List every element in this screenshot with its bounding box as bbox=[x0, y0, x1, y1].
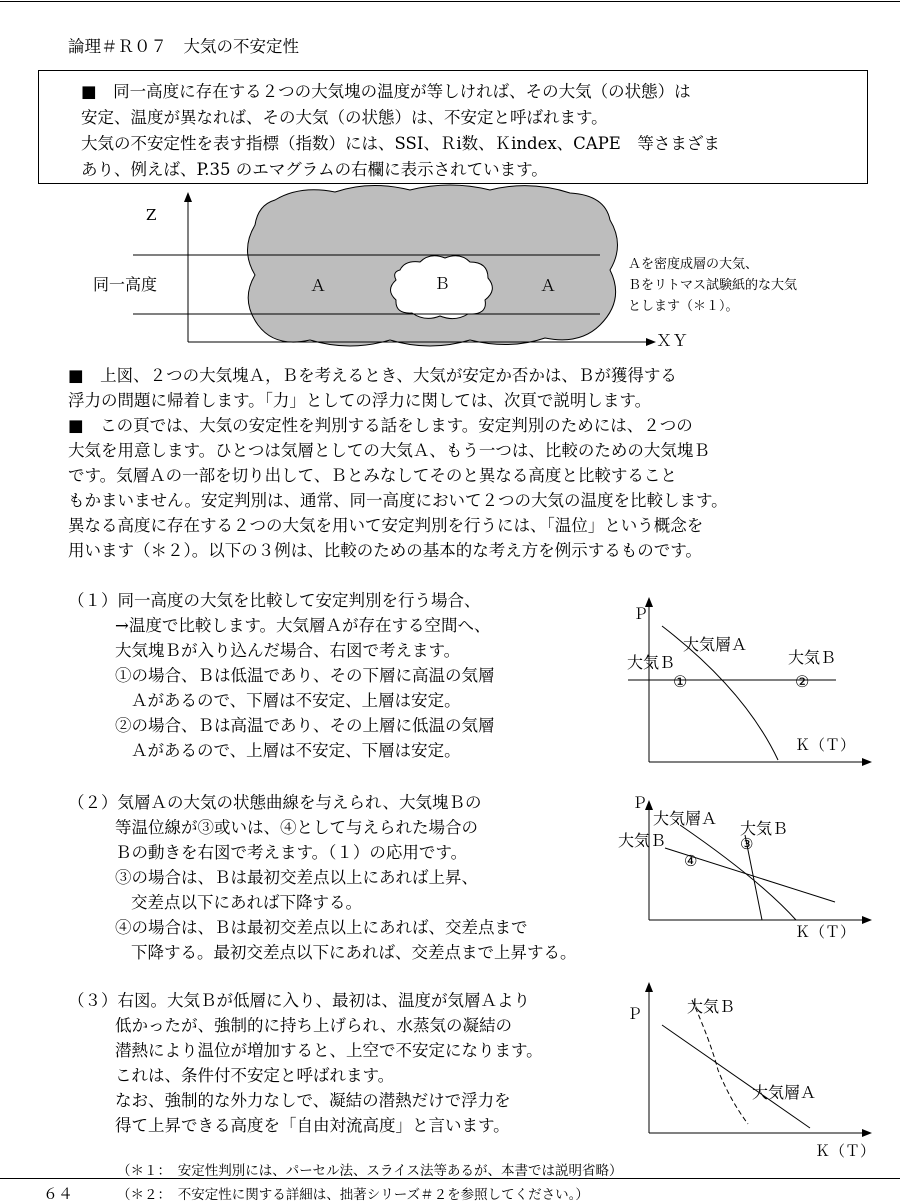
section1-line-1: （１）同一高度の大気を比較して安定判別を行う場合、 bbox=[68, 591, 481, 610]
section2-line-5: 交差点以下にあれば下降する。 bbox=[131, 893, 362, 912]
s2-p-axis-label: Ｐ bbox=[632, 794, 648, 812]
body-line-8: 用います（＊２）。以下の３例は、比較のための基本的な考え方を例示するものです。 bbox=[68, 541, 702, 560]
section2-line-3: Ｂの動きを右図で考えます。（１）の応用です。 bbox=[115, 843, 468, 862]
s3-p-axis-label: Ｐ bbox=[627, 1005, 643, 1023]
section3-line-3: 潜熱により温位が増加すると、上空で不安定になります。 bbox=[115, 1041, 543, 1060]
body-line-1: ■ 上図、２つの大気塊Ａ，Ｂを考えるとき、大気が安定か否かは、Ｂが獲得する bbox=[68, 366, 677, 385]
intro-line-1: ■ 同一高度に存在する２つの大気塊の温度が等しければ、その大気（の状態）は bbox=[81, 82, 691, 101]
section3-line-5: なお、強制的な外力なしで、凝結の潜熱だけで浮力を bbox=[115, 1091, 511, 1110]
s2-layer-a-label: 大気層Ａ bbox=[653, 809, 718, 828]
section1-line-3: 大気塊Ｂが入り込んだ場合、右図で考えます。 bbox=[115, 641, 461, 660]
s1-p-axis-label: Ｐ bbox=[633, 605, 649, 623]
s1-mark-2: ② bbox=[795, 672, 810, 691]
s2-k-axis-label: Ｋ（Ｔ） bbox=[795, 923, 856, 941]
figure-note-line-2: Ｂをリトマス試験紙的な大気 bbox=[628, 278, 798, 293]
body-line-4: 大気を用意します。ひとつは気層としての大気Ａ、もう一つは、比較のための大気塊Ｂ bbox=[68, 441, 710, 460]
figure-note-line-1: Ａを密度成層の大気、 bbox=[628, 257, 759, 272]
s2-air-b-left-label: 大気Ｂ bbox=[618, 831, 667, 850]
body-line-7: 異なる高度に存在する２つの大気を用いて安定判別を行うには、「温位」という概念を bbox=[68, 516, 704, 535]
s2-air-b-right-label: 大気Ｂ bbox=[740, 819, 789, 838]
s1-air-b-left-label: 大気Ｂ bbox=[627, 653, 676, 672]
body-line-5: です。気層Ａの一部を切り出して、Ｂとみなしてそのと異なる高度と比較すること bbox=[68, 466, 677, 485]
s1-layer-a-label: 大気層Ａ bbox=[683, 635, 748, 654]
section3-line-2: 低かったが、強制的に持ち上げられ、水蒸気の凝結の bbox=[115, 1016, 512, 1035]
body-line-6: もかまいません。安定判別は、通常、同一高度において２つの大気の温度を比較します。 bbox=[68, 491, 728, 510]
footnote-1: （＊１： 安定性判別には、パーセル法、スライス法等あるが、本書では説明省略） bbox=[117, 1163, 623, 1179]
xy-axis-label: ＸＹ bbox=[656, 331, 689, 350]
footnote-2: （＊２： 不安定性に関する詳細は、拙著シリーズ＃２を参照してください。） bbox=[117, 1187, 589, 1203]
figure-note-line-3: とします（＊１）。 bbox=[628, 299, 739, 314]
s3-layer-a-label: 大気層Ａ bbox=[752, 1083, 817, 1102]
s1-air-b-right-label: 大気Ｂ bbox=[788, 648, 837, 667]
s2-mark-3: ③ bbox=[740, 835, 754, 853]
section2-line-1: （２）気層Ａの大気の状態曲線を与えられ、大気塊Ｂの bbox=[68, 793, 482, 812]
page-title: 論理＃Ｒ０７ 大気の不安定性 bbox=[68, 37, 299, 56]
section1-line-2: →温度で比較します。大気層Ａが存在する空間へ、 bbox=[115, 616, 491, 635]
z-axis-label: Z bbox=[146, 206, 157, 224]
page-number: ６４ bbox=[43, 1185, 74, 1203]
section3-line-4: これは、条件付不安定と呼ばれます。 bbox=[115, 1066, 395, 1085]
section1-line-7: Ａがあるので、上層は不安定、下層は安定。 bbox=[131, 741, 461, 760]
s1-k-axis-label: Ｋ（Ｔ） bbox=[795, 736, 856, 754]
label-b-center: Ｂ bbox=[434, 274, 451, 293]
body-line-3: ■ この頁では、大気の安定性を判別する話をします。安定判別のためには、２つの bbox=[68, 416, 693, 435]
section3-line-6: 得て上昇できる高度を「自由対流高度」と言います。 bbox=[115, 1116, 510, 1135]
section2-line-7: 下降する。最初交差点以下にあれば、交差点まで上昇する。 bbox=[131, 943, 577, 962]
section1-line-6: ②の場合、Ｂは高温であり、その上層に低温の気層 bbox=[115, 716, 495, 735]
section1-line-5: Ａがあるので、下層は不安定、上層は安定。 bbox=[131, 691, 461, 710]
label-a-left: Ａ bbox=[310, 276, 327, 295]
section1-line-4: ①の場合、Ｂは低温であり、その下層に高温の気層 bbox=[115, 666, 495, 685]
section3-line-1: （３）右図。大気Ｂが低層に入り、最初は、温度が気層Ａより bbox=[68, 991, 530, 1010]
intro-line-4: あり、例えば、P.35 のエマグラムの右欄に表示されています。 bbox=[81, 160, 548, 179]
s3-k-axis-label: Ｋ（Ｔ） bbox=[815, 1142, 876, 1160]
footer-rule bbox=[0, 1178, 900, 1179]
section2-line-6: ④の場合は、Ｂは最初交差点以上にあれば、交差点まで bbox=[115, 918, 528, 937]
section2-line-2: 等温位線が③或いは、④として与えられた場合の bbox=[115, 818, 478, 837]
s2-mark-4: ④ bbox=[684, 852, 698, 870]
label-a-right: Ａ bbox=[540, 276, 557, 295]
body-line-2: 浮力の問題に帰着します。「力」としての浮力に関しては、次頁で説明します。 bbox=[68, 391, 652, 410]
s1-mark-1: ① bbox=[673, 672, 688, 691]
s3-air-b-label: 大気Ｂ bbox=[687, 997, 736, 1016]
intro-line-3: 大気の不安定性を表す指標（指数）には、SSI、Ｒi数、Ｋindex、CAPE 等さまざま bbox=[81, 134, 720, 153]
intro-line-2: 安定、温度が異なれば、その大気（の状態）は、不安定と呼ばれます。 bbox=[81, 108, 608, 127]
same-altitude-label: 同一高度 bbox=[93, 275, 158, 294]
section2-line-4: ③の場合は、Ｂは最初交差点以上にあれば上昇、 bbox=[115, 868, 478, 887]
